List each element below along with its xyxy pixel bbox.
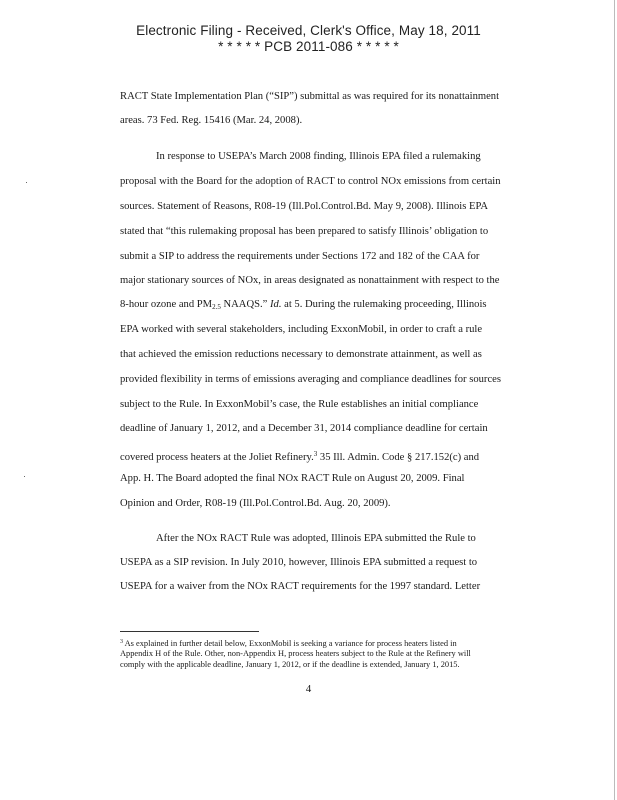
text-fragment: NAAQS.” xyxy=(220,299,270,310)
paragraph-start-line: In response to USEPA’s March 2008 finding, Illinois EPA filed a rulemaking xyxy=(156,151,481,162)
filing-stamp-line: Electronic Filing - Received, Clerk's Office, May 18, 2011 xyxy=(136,23,481,38)
body-text-line: that achieved the emission reductions necessary to demonstrate attainment, as well as xyxy=(120,349,482,360)
scan-speck xyxy=(24,476,25,477)
scan-speck xyxy=(26,182,27,183)
scan-edge xyxy=(614,0,615,800)
body-text-line xyxy=(120,298,500,314)
text-fragment: 35 Ill. Admin. Code § 217.152(c) and xyxy=(317,452,480,463)
footnote-line: comply with the applicable deadline, January 1, 2012, or if the deadline is extended, January 1, 2015. xyxy=(120,660,460,669)
body-text-line: deadline of January 1, 2012, and a December 31, 2014 compliance deadline for certain xyxy=(120,423,488,434)
text-fragment: covered process heaters at the Joliet Refinery. xyxy=(120,452,314,463)
body-text-line: RACT State Implementation Plan (“SIP”) submittal as was required for its nonattainment xyxy=(120,91,500,102)
body-text-line: EPA worked with several stakeholders, including ExxonMobil, in order to craft a rule xyxy=(120,324,483,335)
footnote-marker: 3 xyxy=(120,639,123,645)
body-text-line: areas. 73 Fed. Reg. 15416 (Mar. 24, 2008). xyxy=(120,115,303,126)
body-text-line: provided flexibility in terms of emissions averaging and compliance deadlines for sources xyxy=(120,374,501,385)
body-text-line: submit a SIP to address the requirements under Sections 172 and 182 of the CAA for xyxy=(120,251,480,262)
body-text-line: proposal with the Board for the adoption of RACT to control NOx emissions from certain xyxy=(120,176,501,187)
subscript: 2.5 xyxy=(212,303,221,311)
body-text-line xyxy=(120,447,500,465)
text-fragment: 8-hour ozone and PM xyxy=(120,299,213,310)
body-text-line: stated that “this rulemaking proposal has been prepared to satisfy Illinois’ obligation to xyxy=(120,226,489,237)
footnote-separator xyxy=(120,631,259,632)
body-text-line: Opinion and Order, R08-19 (Ill.Pol.Control.Bd. Aug. 20, 2009). xyxy=(120,498,391,509)
footnote-line: Appendix H of the Rule. Other, non-Appendix H, process heaters subject to the Rule at the Refinery will xyxy=(120,649,471,658)
paragraph-start-line: After the NOx RACT Rule was adopted, Illinois EPA submitted the Rule to xyxy=(156,533,476,544)
text-fragment: As explained in further detail below, ExxonMobil is seeking a variance for process heaters listed in xyxy=(123,639,457,648)
body-text-line: subject to the Rule. In ExxonMobil’s case, the Rule establishes an initial compliance xyxy=(120,399,479,410)
body-text-line: major stationary sources of NOx, in areas designated as nonattainment with respect to the xyxy=(120,275,500,286)
body-text-line: USEPA as a SIP revision. In July 2010, however, Illinois EPA submitted a request to xyxy=(120,557,478,568)
body-text-line: USEPA for a waiver from the NOx RACT requirements for the 1997 standard. Letter xyxy=(120,581,481,592)
page-number: 4 xyxy=(305,683,312,695)
case-number-line: * * * * * PCB 2011-086 * * * * * xyxy=(218,39,399,54)
body-text-line: App. H. The Board adopted the final NOx RACT Rule on August 20, 2009. Final xyxy=(120,473,465,484)
citation-italic: Id. xyxy=(270,299,282,310)
body-text-line: sources. Statement of Reasons, R08-19 (Ill.Pol.Control.Bd. May 9, 2008). Illinois EPA xyxy=(120,201,489,212)
text-fragment: at 5. During the rulemaking proceeding, Illinois xyxy=(281,299,487,310)
footnote-reference: 3 xyxy=(313,450,318,458)
